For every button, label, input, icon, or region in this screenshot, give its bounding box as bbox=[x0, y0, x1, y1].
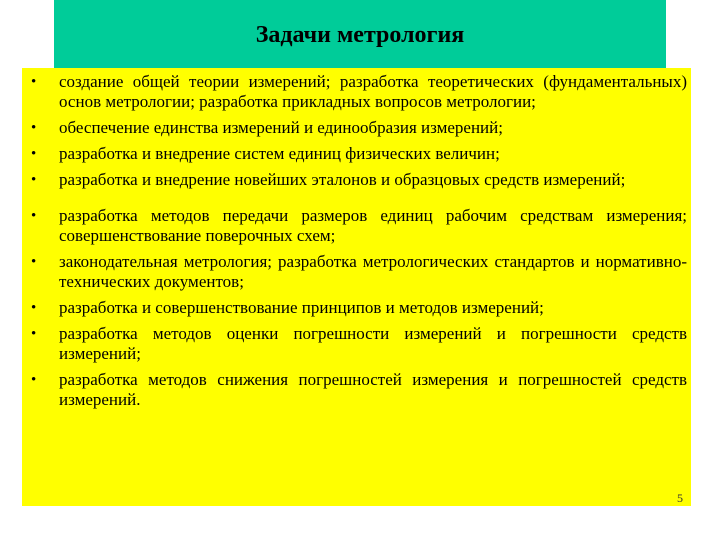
bullet-icon: • bbox=[31, 326, 37, 342]
list-item bbox=[22, 324, 691, 364]
list-item bbox=[22, 170, 691, 190]
title-bar bbox=[54, 0, 666, 68]
list-item-text: разработка методов передачи размеров единиц рабочим средствам измерения; совершенствование поверочных схем; bbox=[59, 206, 687, 245]
list-item bbox=[22, 252, 691, 292]
list-item bbox=[22, 298, 691, 318]
slide-title: Задачи метрология bbox=[255, 21, 465, 48]
list-item-text: разработка и внедрение новейших эталонов и образцовых средств измерений; bbox=[59, 170, 626, 189]
bullet-icon: • bbox=[31, 74, 37, 90]
list-item-text: разработка и совершенствование принципов и методов измерений; bbox=[59, 298, 544, 317]
list-item bbox=[22, 72, 691, 112]
list-item bbox=[22, 206, 691, 246]
bullet-icon: • bbox=[31, 172, 37, 188]
list-item bbox=[22, 118, 691, 138]
list-item-text: разработка методов оценки погрешности измерений и погрешности средств измерений; bbox=[59, 324, 687, 363]
bullet-icon: • bbox=[31, 300, 37, 316]
content-panel bbox=[22, 68, 691, 506]
list-item-text: разработка и внедрение систем единиц физических величин; bbox=[59, 144, 500, 163]
page-number: 5 bbox=[677, 491, 683, 505]
list-item-text: обеспечение единства измерений и единообразия измерений; bbox=[59, 118, 503, 137]
bullet-icon: • bbox=[31, 208, 37, 224]
list-item bbox=[22, 144, 691, 164]
list-item-text: разработка методов снижения погрешностей измерения и погрешностей средств измерений. bbox=[59, 370, 687, 409]
bullet-icon: • bbox=[31, 146, 37, 162]
list-item bbox=[22, 370, 691, 410]
bullet-icon: • bbox=[31, 120, 37, 136]
bullet-icon: • bbox=[31, 372, 37, 388]
list-item-text: создание общей теории измерений; разработка теоретических (фундаментальных) основ метрологии; разработка прикладных вопросов метрологии; bbox=[59, 72, 687, 111]
bullet-icon: • bbox=[31, 254, 37, 270]
list-item-text: законодательная метрология; разработка метрологических стандартов и нормативно-технических документов; bbox=[59, 252, 687, 291]
bullet-list bbox=[22, 68, 691, 410]
